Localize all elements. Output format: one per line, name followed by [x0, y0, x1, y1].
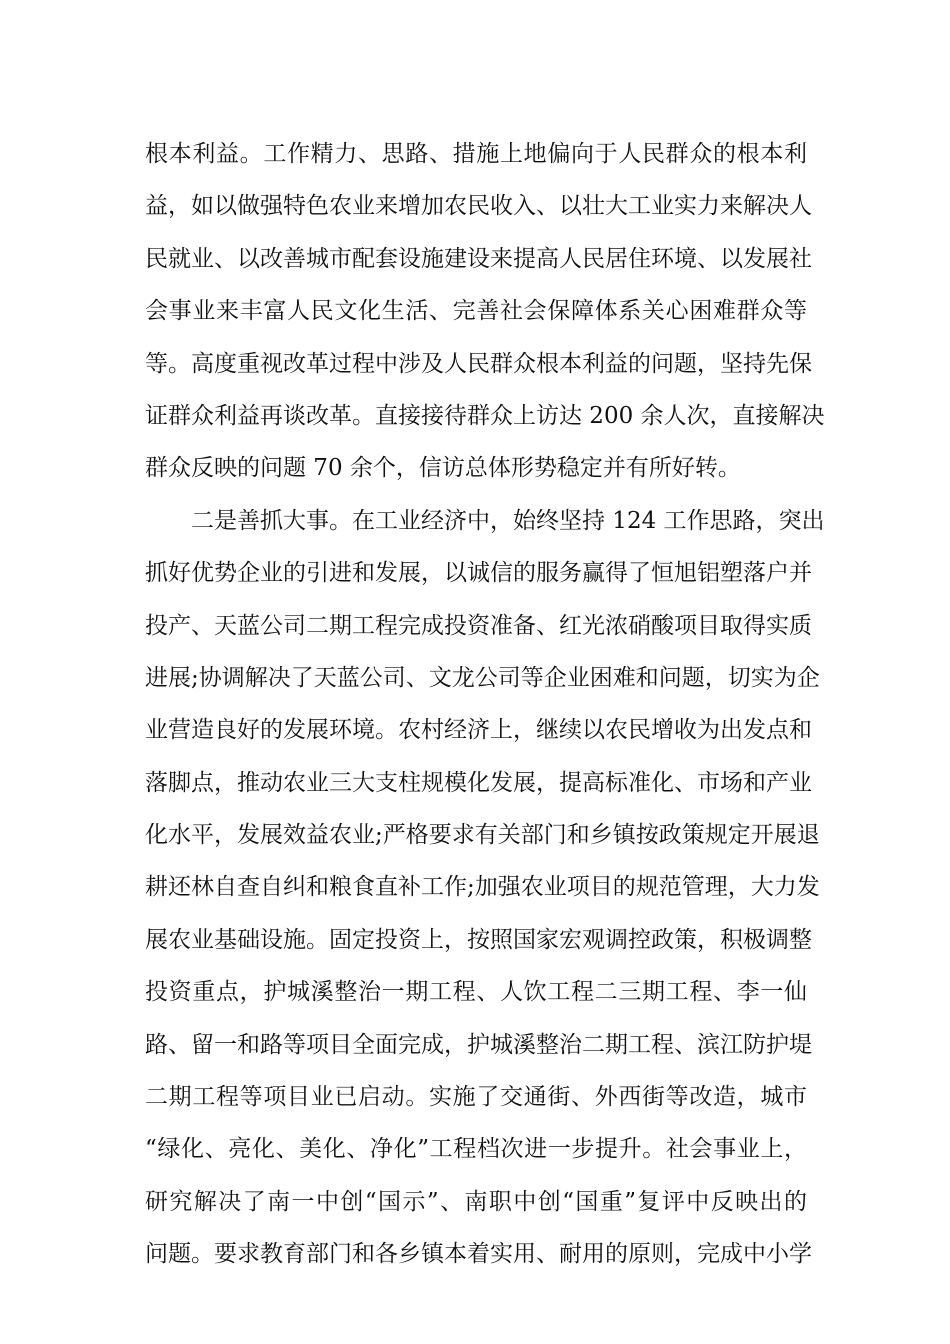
text-line: 业营造良好的发展环境。农村经济上，继续以农民增收为出发点和	[145, 717, 812, 744]
text-line: “绿化、亮化、美化、净化”工程档次进一步提升。社会事业上，	[145, 1136, 807, 1163]
text-line: 投产、天蓝公司二期工程完成投资准备、红光浓硝酸项目取得实质	[145, 612, 812, 639]
text-line: 研究解决了南一中创“国示”、南职中创“国重”复评中反映出的	[145, 1188, 807, 1215]
text-line: 会事业来丰富人民文化生活、完善社会保障体系关心困难群众等	[145, 298, 807, 325]
text-line: 化水平，发展效益农业;严格要求有关部门和乡镇按政策规定开展退	[145, 822, 820, 849]
text-line: 根本利益。工作精力、思路、措施上地偏向于人民群众的根本利	[145, 141, 807, 167]
text-line: 进展;协调解决了天蓝公司、文龙公司等企业困难和问题，切实为企	[145, 664, 820, 691]
text-line: 抓好优势企业的引进和发展，以诚信的服务赢得了恒旭铝塑落户并	[145, 560, 812, 587]
text-line: 投资重点，护城溪整治一期工程、人饮工程二三期工程、李一仙	[145, 979, 807, 1006]
text-line: 证群众利益再谈改革。直接接待群众上访达 200 余人次，直接解决	[145, 402, 825, 429]
text-line: 民就业、以改善城市配套设施建设来提高人民居住环境、以发展社	[145, 245, 812, 272]
text-line: 耕还林自查自纠和粮食直补工作;加强农业项目的规范管理，大力发	[145, 874, 820, 901]
document-body	[145, 128, 825, 1281]
text-line: 二期工程等项目业已启动。实施了交通街、外西街等改造，城市	[145, 1084, 807, 1111]
text-line: 问题。要求教育部门和各乡镇本着实用、耐用的原则，完成中小学	[145, 1241, 812, 1268]
text-line: 等。高度重视改革过程中涉及人民群众根本利益的问题，坚持先保	[145, 350, 812, 377]
text-line: 二是善抓大事。在工业经济中，始终坚持 124 工作思路，突出	[191, 507, 825, 534]
text-line: 益，如以做强特色农业来增加农民收入、以壮大工业实力来解决人	[145, 193, 812, 220]
paragraph-2	[145, 495, 825, 1281]
paragraph-1	[145, 128, 825, 495]
text-line: 路、留一和路等项目全面完成，护城溪整治二期工程、滨江防护堤	[145, 1031, 812, 1058]
text-line: 群众反映的问题 70 余个，信访总体形势稳定并有所好转。	[145, 455, 741, 482]
text-line: 展农业基础设施。固定投资上，按照国家宏观调控政策，积极调整	[145, 926, 812, 953]
text-line: 落脚点，推动农业三大支柱规模化发展，提高标准化、市场和产业	[145, 769, 812, 796]
